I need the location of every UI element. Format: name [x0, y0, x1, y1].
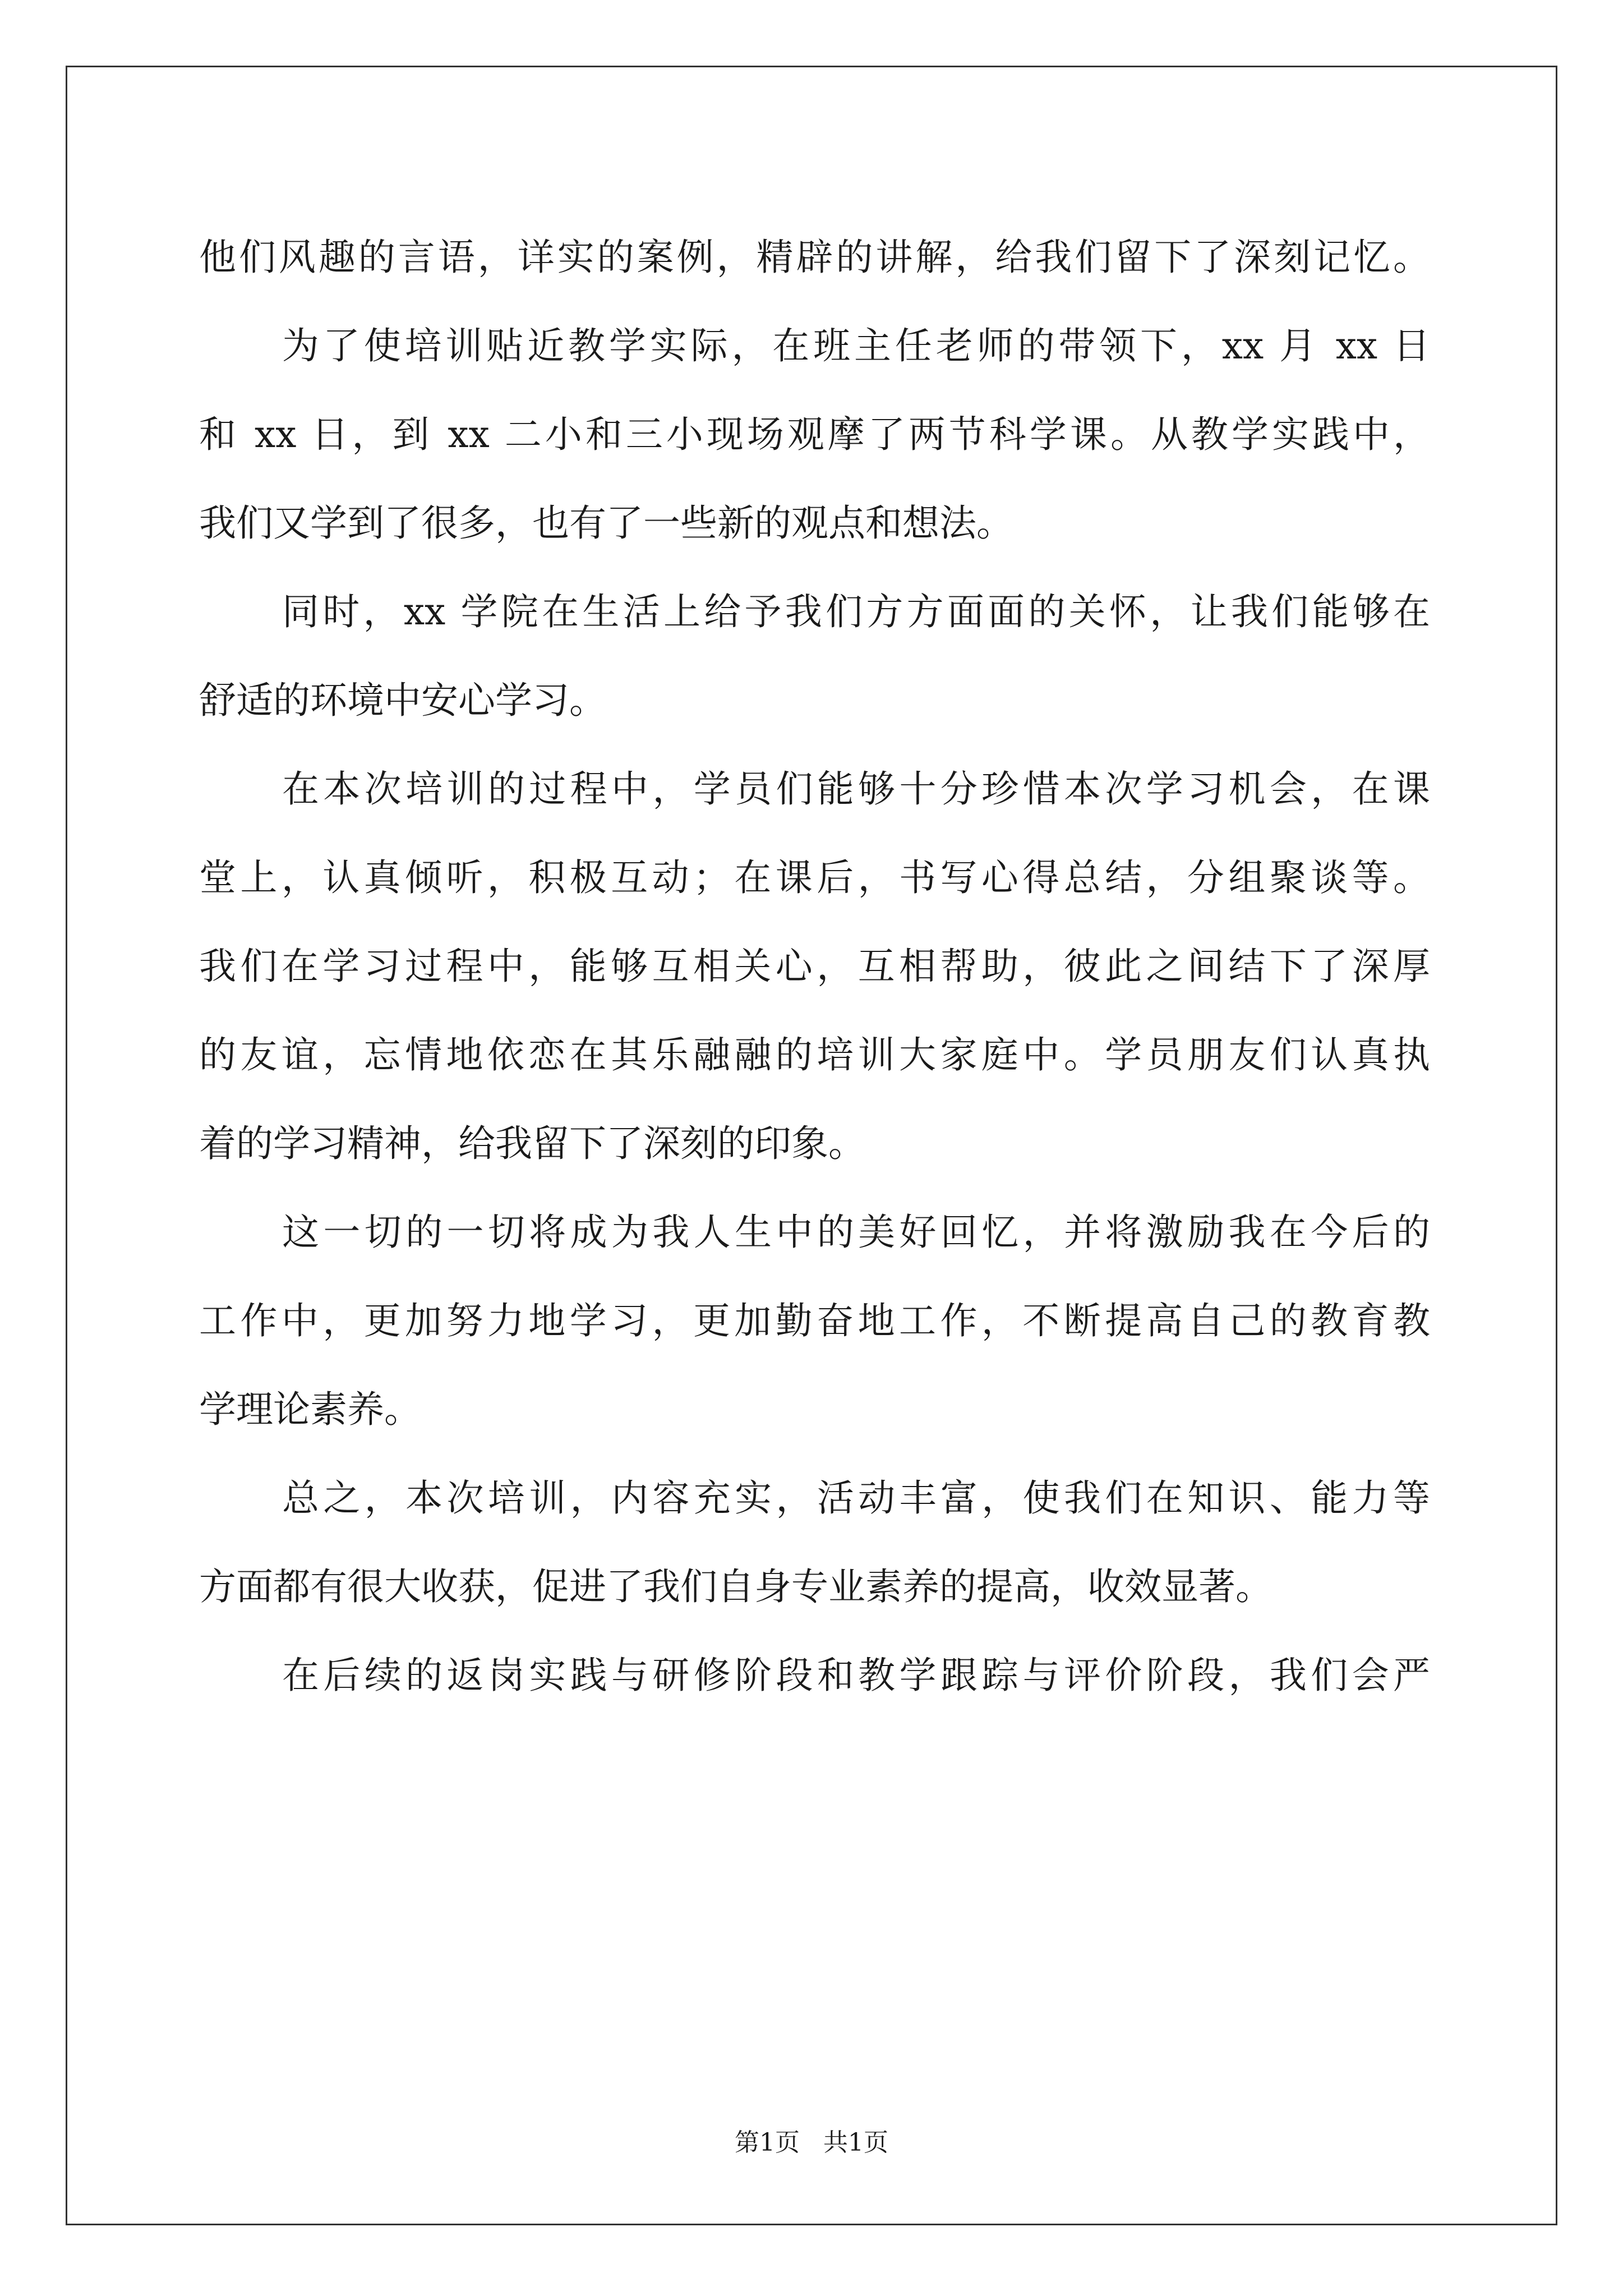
text-line: 我们又学到了很多，也有了一些新的观点和想法。: [199, 501, 1013, 545]
text-line: 他们风趣的言语，详实的案例，精辟的讲解，给我们留下了深刻记忆。: [199, 236, 1430, 279]
text-line: 在本次培训的过程中，学员们能够十分珍惜本次学习机会，在课: [282, 767, 1430, 811]
page-footer: [0, 2126, 1623, 2160]
text-line: 堂上，认真倾听，积极互动；在课后，书写心得总结，分组聚谈等。: [199, 856, 1430, 899]
text-line: 方面都有很大收获，促进了我们自身专业素养的提高，收效显著。: [199, 1565, 1272, 1608]
text-line: 和 xx 日，到 xx 二小和三小现场观摩了两节科学课。从教学实践中，: [199, 413, 1430, 456]
text-line: 为了使培训贴近教学实际，在班主任老师的带领下，xx 月 xx 日: [282, 324, 1430, 367]
page-number: 第1页: [735, 2128, 800, 2157]
page-total: 共1页: [823, 2128, 888, 2157]
text-line: 在后续的返岗实践与研修阶段和教学跟踪与评价阶段，我们会严: [282, 1654, 1430, 1697]
text-line: 着的学习精神，给我留下了深刻的印象。: [199, 1122, 865, 1165]
text-line: 工作中，更加努力地学习，更加勤奋地工作，不断提高自己的教育教: [199, 1299, 1430, 1342]
text-line: 学理论素养。: [199, 1388, 421, 1431]
text-line: 我们在学习过程中，能够互相关心，互相帮助，彼此之间结下了深厚: [199, 945, 1430, 988]
document-body: [199, 213, 1430, 1720]
text-line: 同时，xx 学院在生活上给予我们方方面面的关怀，让我们能够在: [282, 590, 1430, 633]
text-line: 的友谊，忘情地依恋在其乐融融的培训大家庭中。学员朋友们认真执: [199, 1033, 1430, 1076]
text-line: 这一切的一切将成为我人生中的美好回忆，并将激励我在今后的: [282, 1211, 1430, 1254]
text-line: 舒适的环境中安心学习。: [199, 679, 606, 722]
text-line: 总之，本次培训，内容充实，活动丰富，使我们在知识、能力等: [282, 1476, 1430, 1520]
